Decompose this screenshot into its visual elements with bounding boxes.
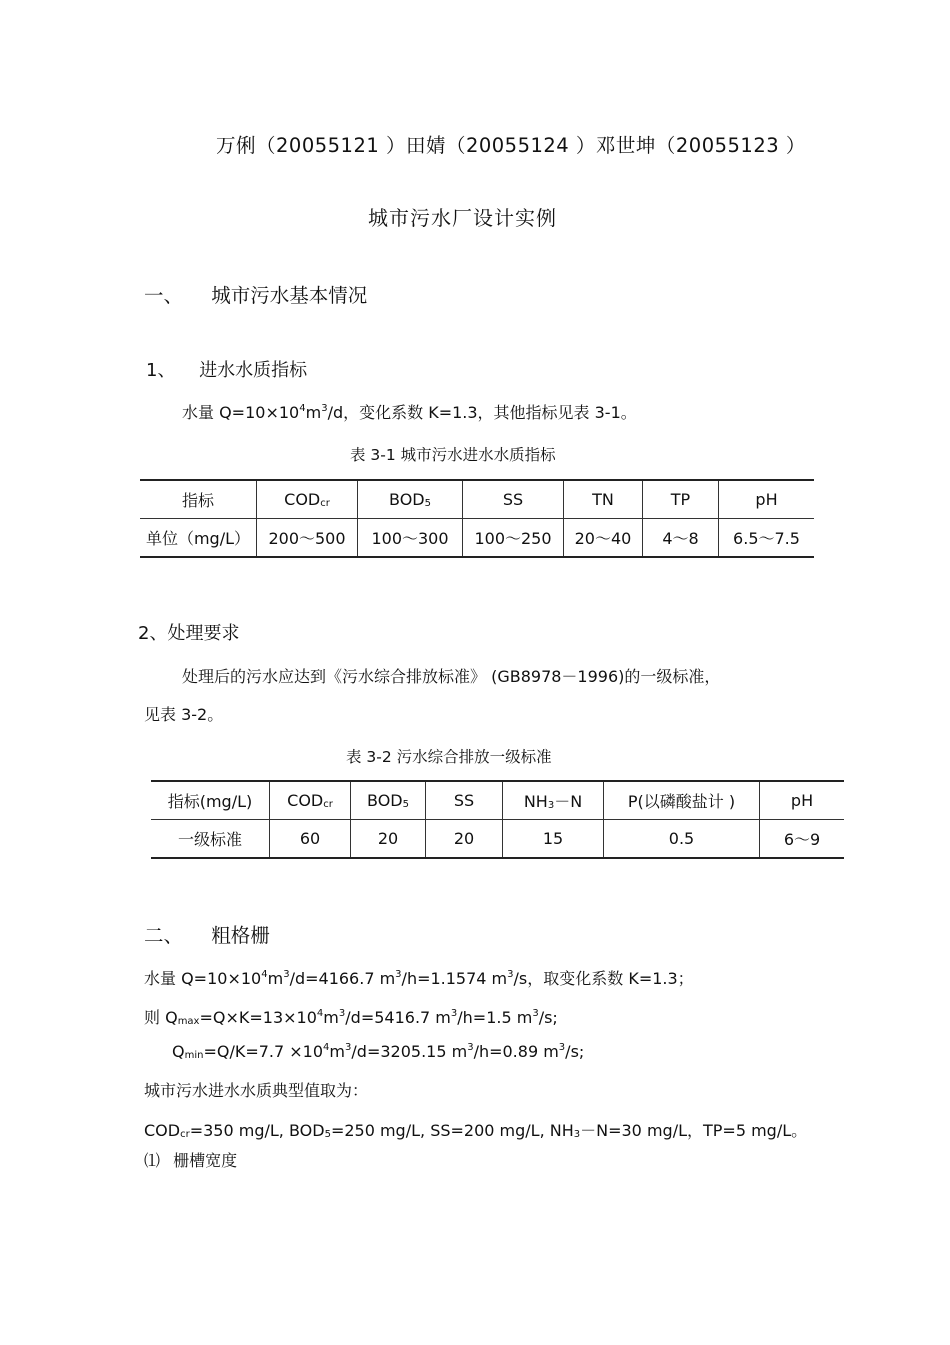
header-text: COD bbox=[287, 791, 324, 810]
table-cell: 4～8 bbox=[643, 519, 719, 558]
superscript: 4 bbox=[299, 403, 306, 414]
text-run: /s; bbox=[538, 1008, 558, 1027]
qmax-calc-line bbox=[144, 1005, 558, 1028]
superscript: 3 bbox=[558, 1042, 566, 1053]
subscript: 5 bbox=[324, 1129, 331, 1140]
text-run: /d=3205.15 m bbox=[351, 1042, 468, 1061]
superscript: 4 bbox=[323, 1042, 330, 1053]
superscript: 3 bbox=[338, 1008, 346, 1019]
subsection-heading-2: 2、处理要求 bbox=[138, 623, 240, 644]
table-cell: 一级标准 bbox=[177, 830, 242, 849]
text-run: =Q/K=7.7 ×10 bbox=[203, 1042, 324, 1061]
water-flow-line bbox=[182, 400, 637, 423]
text-run: /d，变化系数 K=1.3，其他指标见表 3-1。 bbox=[327, 403, 637, 422]
table-cell: 6.5～7.5 bbox=[719, 519, 815, 558]
section-heading-1 bbox=[144, 280, 367, 308]
text-run: 则 Q bbox=[144, 1008, 178, 1027]
requirement-paragraph-line1: 处理后的污水应达到《污水综合排放标准》 (GB8978－1996)的一级标准， bbox=[182, 667, 721, 686]
header-cell: SS bbox=[463, 480, 564, 519]
table-row bbox=[140, 519, 814, 558]
text-run: Q bbox=[172, 1042, 185, 1061]
table-cell: 200～500 bbox=[257, 519, 358, 558]
text-run: /h=0.89 m bbox=[473, 1042, 559, 1061]
subscript: max bbox=[177, 1016, 200, 1027]
subscript: min bbox=[184, 1050, 204, 1061]
qmin-calc-line bbox=[172, 1042, 584, 1061]
text-run: =250 mg/L, SS=200 mg/L, NH bbox=[330, 1121, 574, 1140]
subsection-number: 1、 bbox=[146, 360, 176, 381]
table-cell: 100～250 bbox=[463, 519, 564, 558]
table-cell: 单位（mg/L） bbox=[145, 529, 251, 548]
section-heading-2 bbox=[144, 920, 270, 948]
header-cell: 指标 bbox=[140, 480, 257, 519]
subsection-heading-1 bbox=[146, 356, 307, 382]
text-run: /s; bbox=[565, 1042, 585, 1061]
header-cell bbox=[351, 781, 426, 820]
document-title: 城市污水厂设计实例 bbox=[368, 206, 557, 230]
text-run: 水量 Q=10×10 bbox=[182, 403, 300, 422]
header-text: NH bbox=[523, 792, 548, 811]
superscript: 3 bbox=[532, 1008, 539, 1019]
table-header-row bbox=[151, 781, 844, 820]
text-run: =Q×K=13×10 bbox=[199, 1008, 317, 1027]
header-cell bbox=[503, 781, 604, 820]
header-cell bbox=[270, 781, 351, 820]
text-run: /d=5416.7 m bbox=[345, 1008, 451, 1027]
header-cell: 指标(mg/L) bbox=[151, 781, 270, 820]
superscript: 3 bbox=[345, 1042, 352, 1053]
section-title: 粗格栅 bbox=[211, 924, 270, 947]
header-cell: pH bbox=[760, 781, 845, 820]
text-run: /d=4166.7 m bbox=[289, 969, 396, 988]
table2-caption: 表 3-2 污水综合排放一级标准 bbox=[346, 748, 552, 766]
text-run: m bbox=[305, 403, 322, 422]
superscript: 4 bbox=[316, 1008, 324, 1019]
text-run: /h=1.5 m bbox=[457, 1008, 533, 1027]
text-run: m bbox=[329, 1042, 346, 1061]
item-heading-1 bbox=[144, 1148, 237, 1171]
header-text: COD bbox=[284, 490, 321, 509]
table-cell: 6～9 bbox=[760, 820, 845, 859]
text-run: m bbox=[267, 969, 284, 988]
table-cell: 20 bbox=[351, 820, 426, 859]
table-cell: 20 bbox=[426, 820, 503, 859]
table-cell: 15 bbox=[503, 820, 604, 859]
text-run: m bbox=[323, 1008, 339, 1027]
flow-calc-line bbox=[144, 966, 694, 989]
superscript: 4 bbox=[261, 969, 268, 980]
author-line: 万俐（20055121 ）田婧（20055124 ）邓世坤（20055123 ） bbox=[216, 134, 806, 157]
text-run: 水量 Q=10×10 bbox=[144, 969, 262, 988]
header-cell: pH bbox=[719, 480, 815, 519]
text-run: =350 mg/L, BOD bbox=[189, 1121, 325, 1140]
subscript: cr bbox=[180, 1129, 190, 1140]
header-cell: TN bbox=[564, 480, 643, 519]
subscript: 5 bbox=[424, 498, 431, 509]
table-row bbox=[151, 820, 844, 859]
discharge-standard-table bbox=[151, 780, 844, 859]
item-title: 栅槽宽度 bbox=[173, 1151, 238, 1170]
superscript: 3 bbox=[467, 1042, 474, 1053]
header-cell: P(以磷酸盐计 ) bbox=[604, 781, 760, 820]
subscript: cr bbox=[320, 498, 330, 509]
subscript: 5 bbox=[402, 799, 409, 810]
table-cell: 100～300 bbox=[358, 519, 463, 558]
header-cell bbox=[358, 480, 463, 519]
subscript: cr bbox=[323, 799, 333, 810]
influent-quality-table bbox=[140, 479, 814, 558]
table-cell: 60 bbox=[270, 820, 351, 859]
text-run: －N=30 mg/L，TP=5 mg/L。 bbox=[580, 1121, 808, 1140]
superscript: 3 bbox=[450, 1008, 458, 1019]
header-cell bbox=[257, 480, 358, 519]
table1-caption: 表 3-1 城市污水进水水质指标 bbox=[350, 446, 556, 464]
header-text: BOD bbox=[389, 490, 425, 509]
section-number: 一、 bbox=[144, 284, 184, 307]
table-cell: 20～40 bbox=[564, 519, 643, 558]
typical-values-line bbox=[144, 1118, 807, 1141]
section-title: 城市污水基本情况 bbox=[211, 284, 368, 307]
text-run: /h=1.1574 m bbox=[401, 969, 508, 988]
subscript: 3 bbox=[547, 800, 555, 811]
header-text: －N bbox=[554, 792, 583, 811]
header-cell: TP bbox=[643, 480, 719, 519]
text-run: COD bbox=[144, 1121, 181, 1140]
header-text: BOD bbox=[367, 791, 403, 810]
subsection-title: 进水水质指标 bbox=[199, 360, 308, 381]
header-cell: SS bbox=[426, 781, 503, 820]
section-number: 二、 bbox=[144, 924, 184, 947]
item-number: ⑴ bbox=[144, 1151, 161, 1170]
text-run: /s，取变化系数 K=1.3； bbox=[513, 969, 694, 988]
requirement-paragraph-line2: 见表 3-2。 bbox=[144, 705, 224, 724]
table-cell: 0.5 bbox=[604, 820, 760, 859]
superscript: 3 bbox=[283, 969, 290, 980]
subscript: 3 bbox=[573, 1129, 581, 1140]
typical-values-intro: 城市污水进水水质典型值取为： bbox=[144, 1081, 369, 1100]
table-header-row bbox=[140, 480, 814, 519]
superscript: 3 bbox=[507, 969, 514, 980]
superscript: 3 bbox=[321, 403, 328, 414]
superscript: 3 bbox=[395, 969, 402, 980]
